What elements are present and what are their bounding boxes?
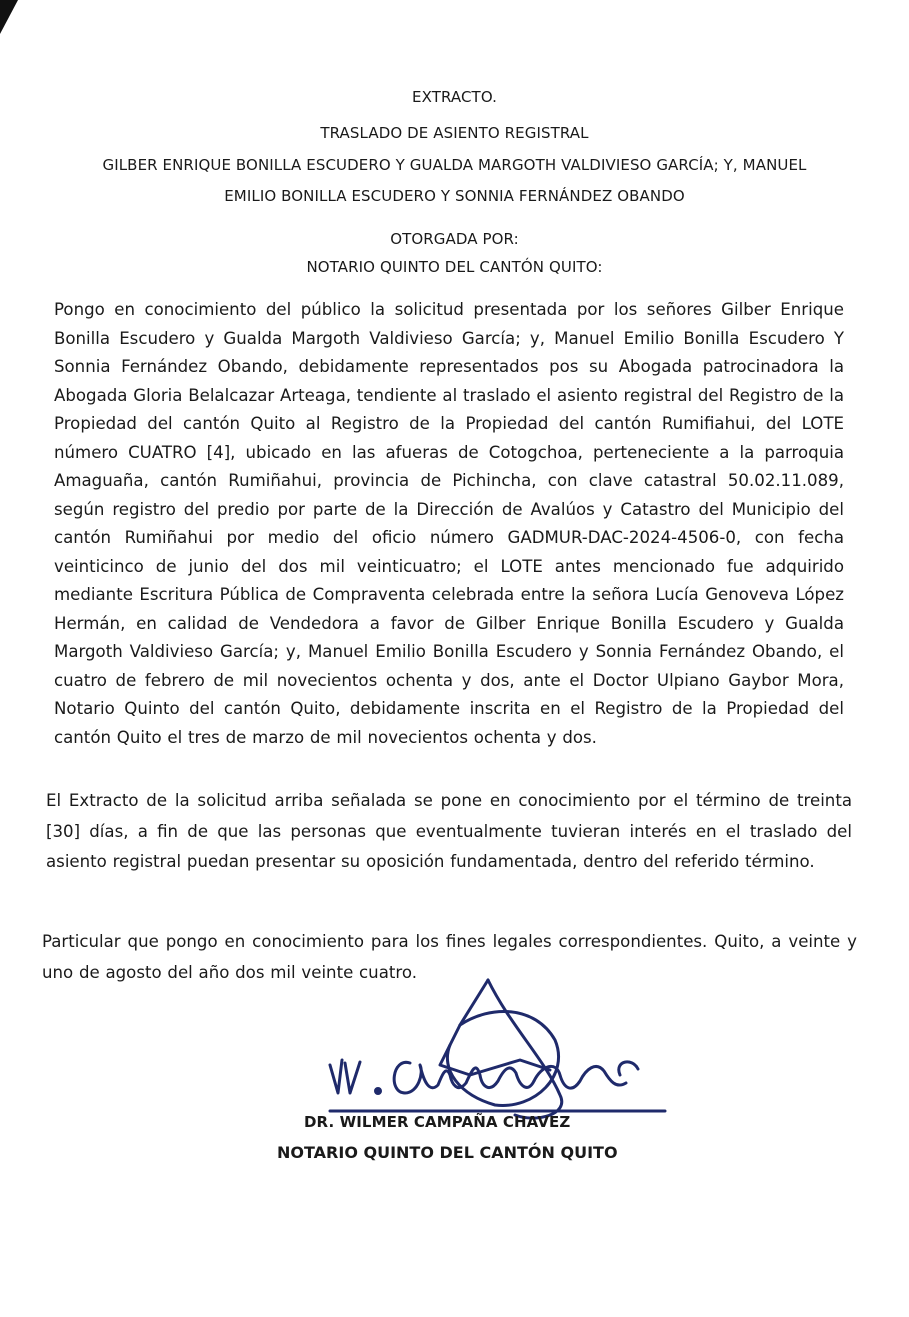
notary-header: NOTARIO QUINTO DEL CANTÓN QUITO: — [306, 258, 603, 276]
parties-line-2: EMILIO BONILLA ESCUDERO Y SONNIA FERNÁNDEZ OBANDO — [224, 187, 685, 205]
signer-title: NOTARIO QUINTO DEL CANTÓN QUITO — [277, 1143, 618, 1162]
paragraph-closing: Particular que pongo en conocimiento para los fines legales correspondientes. Quito, a veinte y uno de agosto del año dos mil veinte cuatro. — [42, 932, 857, 982]
granted-by-label: OTORGADA POR: — [390, 230, 519, 248]
handwritten-signature — [320, 965, 680, 1130]
document-subtitle: TRASLADO DE ASIENTO REGISTRAL — [320, 124, 589, 142]
parties-line-1: GILBER ENRIQUE BONILLA ESCUDERO Y GUALDA MARGOTH VALDIVIESO GARCÍA; Y, MANUEL — [102, 156, 807, 174]
paragraph-request: Pongo en conocimiento del público la solicitud presentada por los señores Gilber Enrique Bonilla Escudero y Gualda Margoth Valdivieso García; y, Manuel Emilio Bonilla Escudero Y Sonnia Fernández Obando, debidamente representados pos su Abogada patrocinadora la Abogada Gloria Belalcazar Arteaga, tendiente al traslado el asiento registral del Registro de la Propiedad del cantón Quito al Registro de la Propiedad del cantón Rumifiahui, del LOTE número CUATRO [4], ubicado en las afueras de Cotogchoa, perteneciente a la parroquia Amaguaña, cantón Rumiñahui, provincia de Pichincha, con clave catastral 50.02.11.089, según registro del predio por parte de la Dirección de Avalúos y Catastro del Municipio del cantón Rumiñahui por medio del oficio número GADMUR-DAC-2024-4506-0, con fecha veinticinco de junio del dos mil veinticuatro; el LOTE antes mencionado fue adquirido mediante Escritura Pública de Compraventa celebrada entre la señora Lucía Genoveva López Hermán, en calidad de Vendedora a favor de Gilber Enrique Bonilla Escudero y Gualda Margoth Valdivieso García; y, Manuel Emilio Bonilla Escudero y Sonnia Fernández Obando, el cuatro de febrero de mil novecientos ochenta y dos, ante el Doctor Ulpiano Gaybor Mora, Notario Quinto del cantón Quito, debidamente inscrita en el Registro de la Propiedad del cantón Quito el tres de marzo de mil novecientos ochenta y dos. — [54, 300, 844, 747]
document-title: EXTRACTO. — [412, 88, 497, 106]
paragraph-term: El Extracto de la solicitud arriba señalada se pone en conocimiento por el término de treinta [30] días, a fin de que las personas que eventualmente tuvieran interés en el traslado del asiento registral puedan presentar su oposición fundamentada, dentro del referido término. — [46, 791, 852, 871]
signer-name: DR. WILMER CAMPAÑA CHAVEZ — [304, 1113, 571, 1131]
